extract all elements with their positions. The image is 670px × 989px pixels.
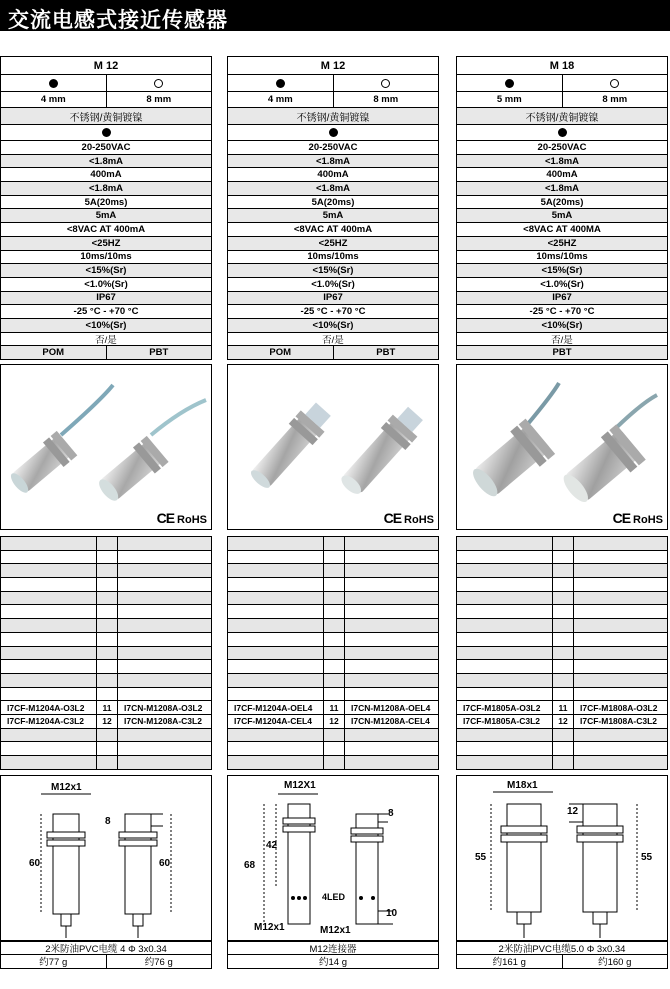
spec-row: 400mA [0, 168, 212, 182]
table-row [456, 619, 668, 633]
sensing-left: 5 mm [496, 94, 522, 105]
table-row [0, 564, 212, 578]
table-row [227, 633, 439, 647]
spec-row: <15%(Sr) [0, 264, 212, 278]
spec-row: IP67 [456, 292, 668, 306]
table-row [227, 647, 439, 661]
model-code: I7CF-M1808A-O3L2 [573, 701, 667, 714]
table-row [456, 688, 668, 702]
sensing-left: 4 mm [267, 94, 293, 105]
spec-row: <1.8mA [0, 182, 212, 196]
face-material-right: PBT [333, 346, 439, 359]
material-dot [227, 125, 439, 141]
dim-sensing-length: 8 [105, 815, 111, 827]
dim-sensing-length: 8 [388, 807, 394, 819]
certification-marks [157, 510, 207, 526]
rohs-mark: RoHS [177, 514, 207, 526]
dim-length-right: 55 [641, 851, 653, 863]
table-row [456, 537, 668, 551]
spec-row: -25 °C - +70 °C [227, 305, 439, 319]
dim-length-left: 55 [475, 851, 487, 863]
table-row [0, 605, 212, 619]
table-row [227, 564, 439, 578]
material-dot [456, 125, 668, 141]
spec-row: <8VAC AT 400MA [456, 223, 668, 237]
thread-size: M 12 [227, 56, 439, 75]
spec-row: <8VAC AT 400mA [227, 223, 439, 237]
face-material-left: POM [269, 347, 292, 359]
dim-thread: M12x1 [51, 781, 82, 793]
table-row [456, 742, 668, 756]
wiring-code: 11 [323, 701, 344, 714]
table-row [0, 633, 212, 647]
table-row [0, 551, 212, 565]
spec-row: <1.0%(Sr) [227, 278, 439, 292]
weight-left: 约77 g [39, 957, 68, 969]
face-material-right: PBT [106, 346, 212, 359]
table-row [0, 688, 212, 702]
table-row [456, 605, 668, 619]
model-code: I7CF-M1204A-C3L2 [7, 716, 84, 727]
sensing-left: 4 mm [40, 94, 66, 105]
dim-thread-bottom-right: M12x1 [320, 924, 351, 936]
table-row [227, 605, 439, 619]
spec-row: 5mA [227, 209, 439, 223]
table-row [456, 633, 668, 647]
spec-row: 否/是 [456, 333, 668, 347]
table-row [456, 715, 668, 729]
table-row [0, 756, 212, 770]
dim-body-length: 42 [266, 839, 278, 851]
dim-thread: M18x1 [507, 779, 538, 791]
spec-row: <1.8mA [456, 182, 668, 196]
mounting-symbols [227, 75, 439, 92]
product-photo [227, 364, 439, 530]
weight-right: 约160 g [562, 955, 668, 968]
table-row [227, 578, 439, 592]
flush-mount-dot [1, 75, 106, 91]
model-code: I7CN-M1208A-OEL4 [344, 701, 438, 714]
table-row [227, 592, 439, 606]
thread-size: M 18 [456, 56, 668, 75]
face-material-left: POM [42, 347, 65, 359]
spec-row: <15%(Sr) [227, 264, 439, 278]
spec-row: 5mA [0, 209, 212, 223]
table-row [0, 647, 212, 661]
weight-row [456, 955, 668, 969]
spec-row: <10%(Sr) [456, 319, 668, 333]
spec-row: 5mA [456, 209, 668, 223]
spec-row: <1.0%(Sr) [456, 278, 668, 292]
sensing-distance [227, 92, 439, 108]
model-code: I7CF-M1204A-O3L2 [7, 702, 85, 713]
sensing-right: 8 mm [562, 92, 668, 107]
table-row [0, 592, 212, 606]
table-row [456, 701, 668, 715]
table-row [227, 537, 439, 551]
spec-row: <1.8mA [227, 155, 439, 169]
nonflush-mount-circle [562, 75, 668, 91]
model-table [227, 536, 439, 770]
table-row [456, 551, 668, 565]
spec-row: 10ms/10ms [0, 251, 212, 265]
ce-mark: CE [156, 510, 175, 526]
spec-row: 400mA [227, 168, 439, 182]
table-row [456, 756, 668, 770]
model-code: I7CF-M1805A-O3L2 [463, 702, 541, 713]
face-material [227, 346, 439, 360]
model-table [456, 536, 668, 770]
nonflush-mount-circle [333, 75, 439, 91]
spec-row: <8VAC AT 400mA [0, 223, 212, 237]
sensing-distance [456, 92, 668, 108]
face-material: PBT [456, 346, 668, 360]
mounting-symbols [0, 75, 212, 92]
table-row [227, 729, 439, 743]
table-row [456, 674, 668, 688]
housing-material: 不锈钢/黄铜镀镍 [227, 108, 439, 125]
model-code: I7CF-M1805A-C3L2 [463, 716, 540, 727]
table-row [0, 701, 212, 715]
housing-material: 不锈钢/黄铜镀镍 [456, 108, 668, 125]
footer-info [456, 941, 668, 969]
spec-row: <15%(Sr) [456, 264, 668, 278]
mounting-symbols [456, 75, 668, 92]
flush-mount-dot [457, 75, 562, 91]
weight-left: 约161 g [492, 957, 526, 969]
dimension-drawing [0, 775, 212, 941]
table-row [227, 742, 439, 756]
product-column-m18-cable [456, 56, 668, 969]
dim-sensing-length: 12 [567, 805, 579, 817]
dim-total-length: 68 [244, 859, 256, 871]
spec-row: 否/是 [227, 333, 439, 347]
spec-row: <25HZ [0, 237, 212, 251]
table-row [456, 729, 668, 743]
spec-row: <25HZ [456, 237, 668, 251]
spec-row: IP67 [227, 292, 439, 306]
model-code: I7CF-M1204A-CEL4 [234, 716, 312, 727]
dim-thread-bottom-left: M12x1 [254, 921, 285, 933]
spec-row: IP67 [0, 292, 212, 306]
spec-row: <25HZ [227, 237, 439, 251]
product-photo [456, 364, 668, 530]
spec-row: -25 °C - +70 °C [456, 305, 668, 319]
product-column-m12-connector [227, 56, 439, 969]
footer-info [227, 941, 439, 969]
dimension-drawing [456, 775, 668, 941]
certification-marks [613, 510, 663, 526]
model-code: I7CF-M1808A-C3L2 [573, 715, 667, 728]
flush-mount-dot [228, 75, 333, 91]
dimension-drawing [227, 775, 439, 941]
nonflush-mount-circle [106, 75, 212, 91]
product-photo [0, 364, 212, 530]
wiring-code: 12 [552, 715, 573, 728]
table-row [0, 729, 212, 743]
weight-right: 约76 g [106, 955, 212, 968]
dim-length-left: 60 [29, 857, 41, 869]
wiring-code: 11 [96, 701, 117, 714]
dim-length-right: 60 [159, 857, 171, 869]
model-code: I7CF-M1204A-OEL4 [234, 702, 313, 713]
table-row [227, 660, 439, 674]
table-row [227, 674, 439, 688]
table-row [0, 674, 212, 688]
table-row [0, 715, 212, 729]
certification-marks [384, 510, 434, 526]
ce-mark: CE [612, 510, 631, 526]
dim-led: 4LED [322, 891, 346, 902]
table-row [456, 647, 668, 661]
weight-row: 约14 g [227, 955, 439, 969]
thread-size: M 12 [0, 56, 212, 75]
model-code: I7CN-M1208A-CEL4 [344, 715, 438, 728]
table-row [0, 742, 212, 756]
table-row [227, 701, 439, 715]
table-row [227, 715, 439, 729]
spec-row: <1.0%(Sr) [0, 278, 212, 292]
page-title: 交流电感式接近传感器 [0, 0, 670, 31]
rohs-mark: RoHS [633, 514, 663, 526]
table-row [227, 619, 439, 633]
footer-info [0, 941, 212, 969]
spec-row: 5A(20ms) [456, 196, 668, 210]
ce-mark: CE [383, 510, 402, 526]
face-material [0, 346, 212, 360]
table-row [227, 551, 439, 565]
spec-row: 10ms/10ms [227, 251, 439, 265]
sensing-distance [0, 92, 212, 108]
model-code: I7CN-M1208A-C3L2 [117, 715, 211, 728]
spec-row: 10ms/10ms [456, 251, 668, 265]
table-row [456, 564, 668, 578]
table-row [456, 660, 668, 674]
spec-row: 20-250VAC [0, 141, 212, 155]
table-row [456, 578, 668, 592]
cable-spec: 2米防油PVC电缆5.0 Φ 3x0.34 [456, 941, 668, 955]
spec-row: 20-250VAC [227, 141, 439, 155]
wiring-code: 12 [96, 715, 117, 728]
spec-row: 5A(20ms) [227, 196, 439, 210]
material-dot [0, 125, 212, 141]
spec-row: <10%(Sr) [227, 319, 439, 333]
weight-row [0, 955, 212, 969]
cable-spec: 2米防油PVC电缆 4 Φ 3x0.34 [0, 941, 212, 955]
spec-row: -25 °C - +70 °C [0, 305, 212, 319]
rohs-mark: RoHS [404, 514, 434, 526]
dim-connector-length: 10 [386, 907, 398, 919]
table-row [0, 619, 212, 633]
spec-row: 400mA [456, 168, 668, 182]
sensing-right: 8 mm [106, 92, 212, 107]
wiring-code: 12 [323, 715, 344, 728]
table-row [227, 756, 439, 770]
wiring-code: 11 [552, 701, 573, 714]
spec-row: 否/是 [0, 333, 212, 347]
connector-spec: M12连接器 [227, 941, 439, 955]
table-row [456, 592, 668, 606]
spec-row: 20-250VAC [456, 141, 668, 155]
model-table [0, 536, 212, 770]
model-code: I7CN-M1208A-O3L2 [117, 701, 211, 714]
table-row [227, 688, 439, 702]
spec-row: <1.8mA [456, 155, 668, 169]
table-row [0, 660, 212, 674]
spec-row: <10%(Sr) [0, 319, 212, 333]
spec-row: <1.8mA [0, 155, 212, 169]
spec-row: 5A(20ms) [0, 196, 212, 210]
dim-thread: M12X1 [284, 779, 316, 791]
spec-row: <1.8mA [227, 182, 439, 196]
table-row [0, 537, 212, 551]
table-row [0, 578, 212, 592]
sensing-right: 8 mm [333, 92, 439, 107]
product-column-m12-cable [0, 56, 212, 969]
housing-material: 不锈钢/黄铜镀镍 [0, 108, 212, 125]
